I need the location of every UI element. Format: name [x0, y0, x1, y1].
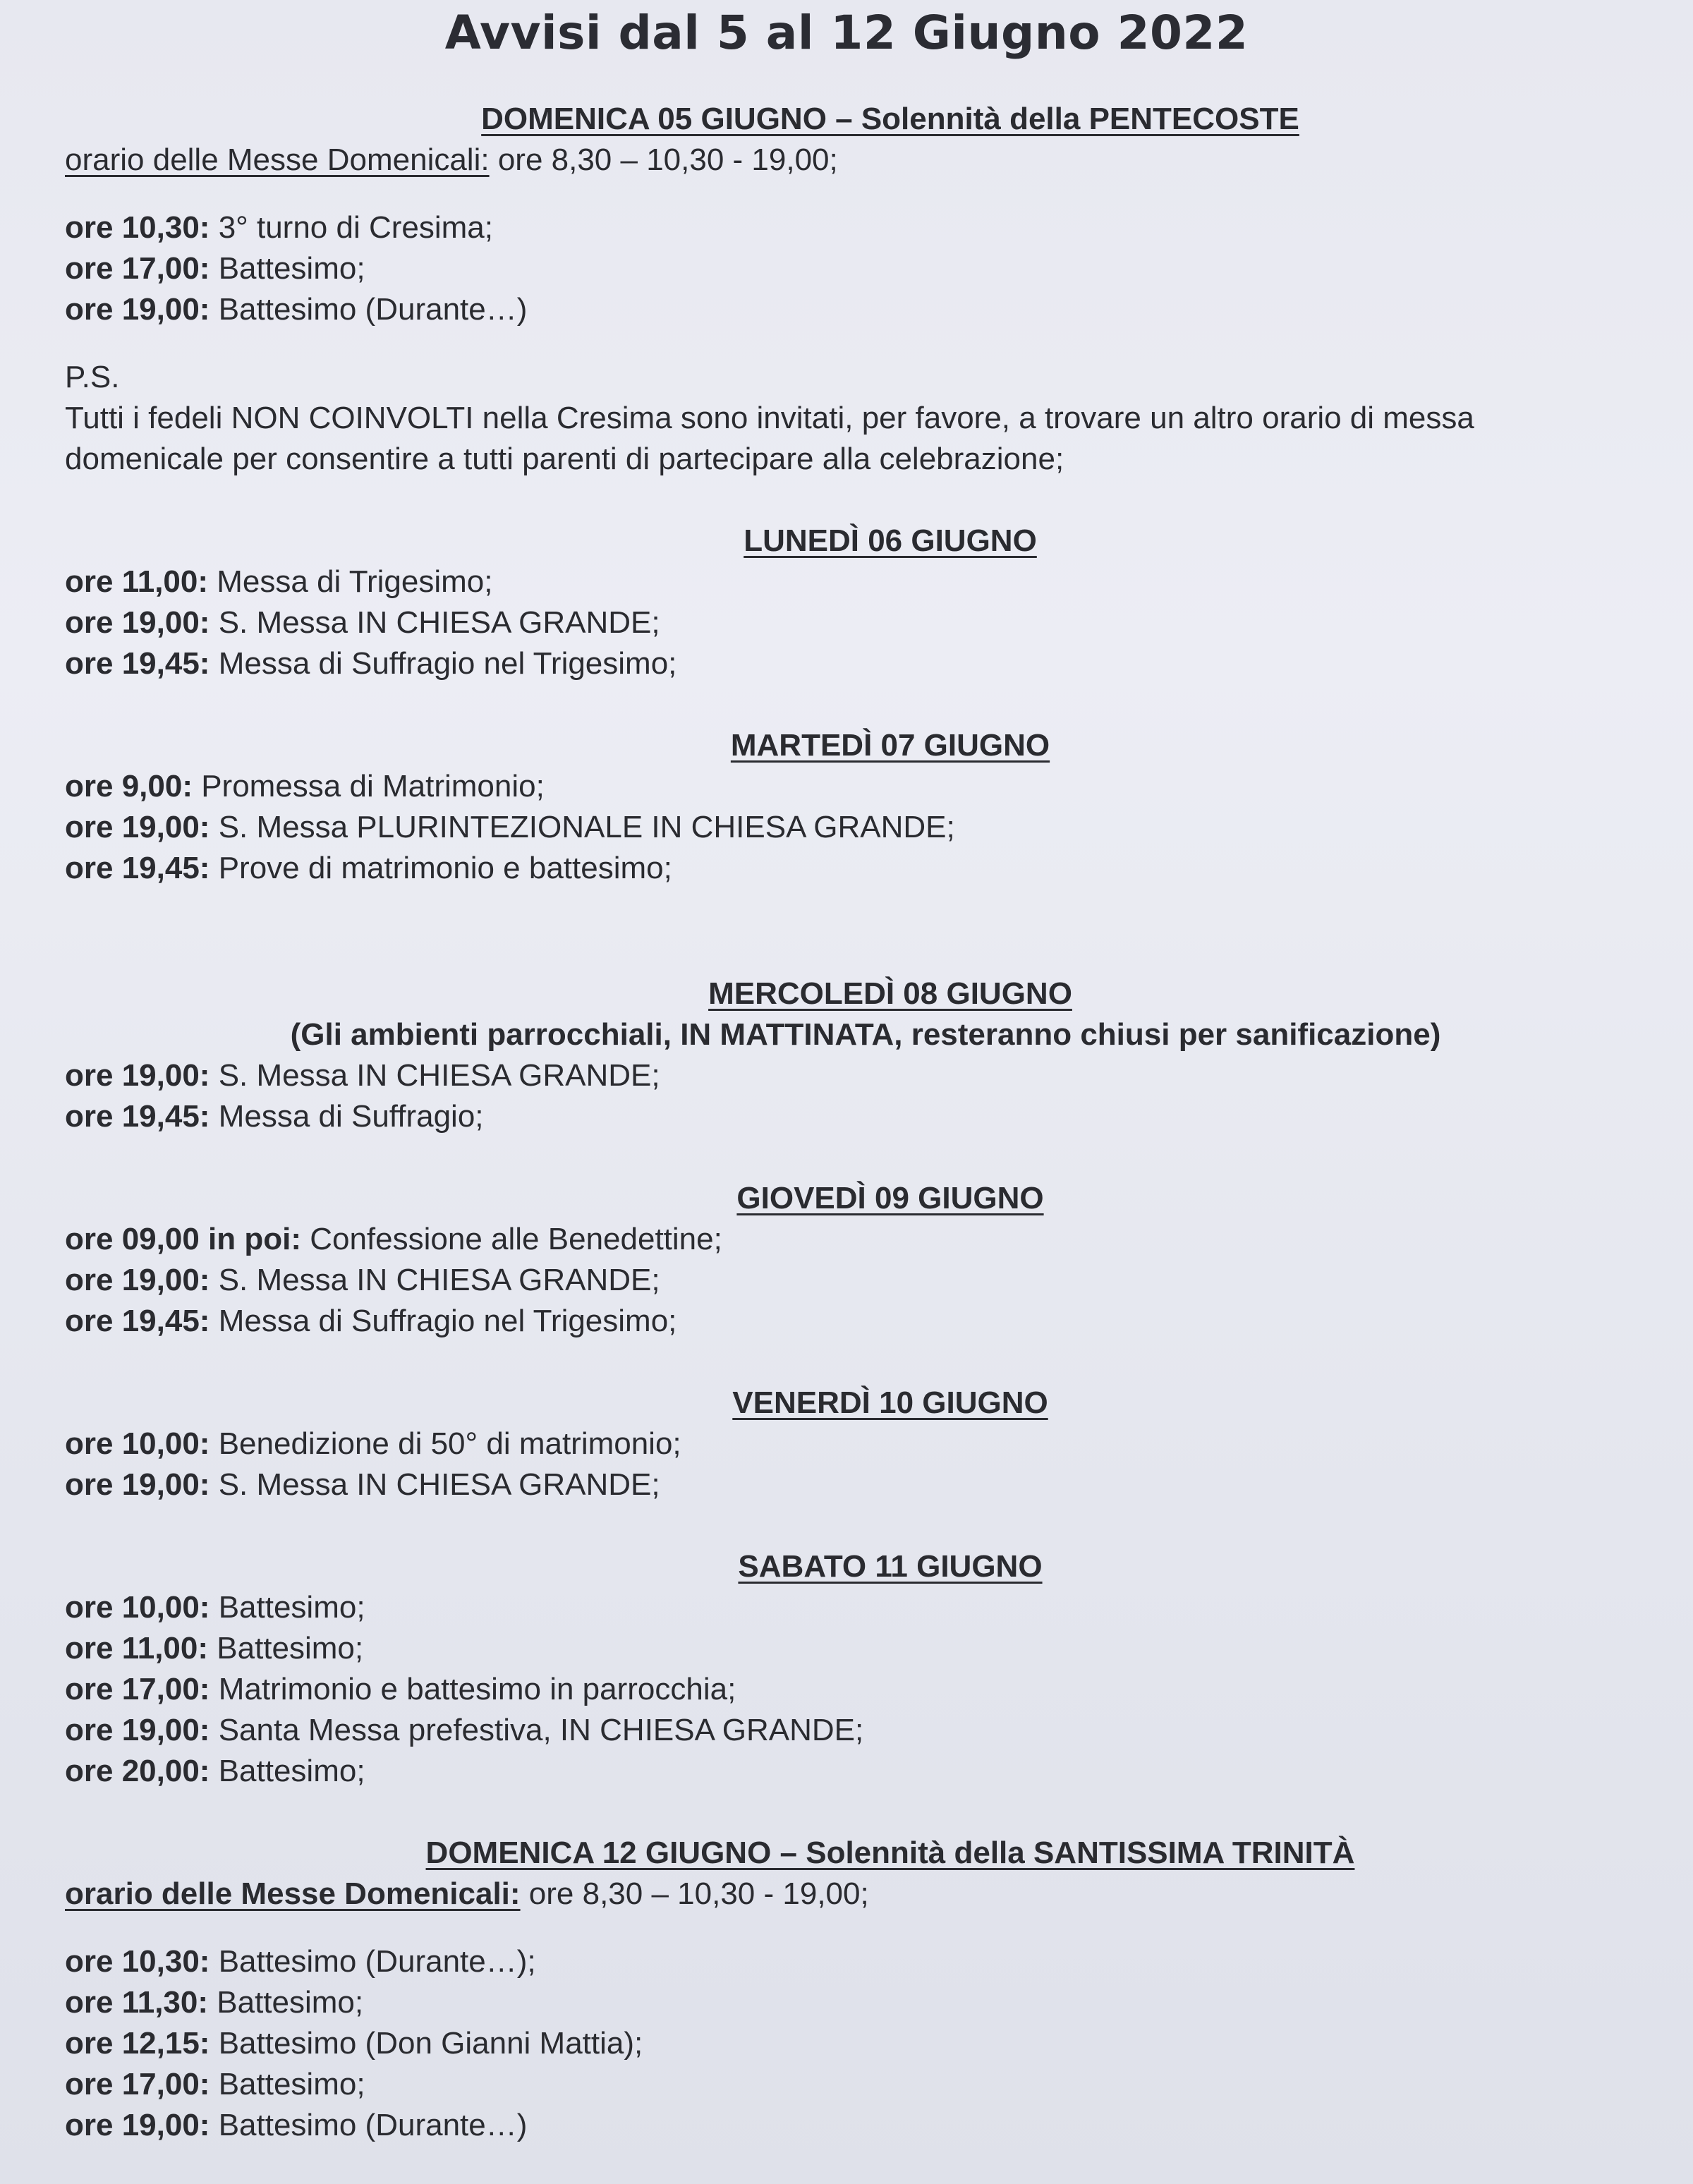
page-title: Avvisi dal 5 al 12 Giugno 2022: [444, 6, 1249, 60]
mass-label: orario delle Messe Domenicali:: [65, 1876, 521, 1911]
list-item: [65, 1219, 1617, 1260]
item-time: ore 20,00:: [65, 1754, 210, 1788]
item-text: 3° turno di Cresima;: [210, 210, 493, 245]
section-heading: VENERDÌ 10 GIUGNO: [732, 1385, 1048, 1420]
item-text: Battesimo (Durante…);: [210, 1944, 536, 1979]
list-item: [65, 248, 1617, 289]
list-item: [65, 2105, 1617, 2146]
item-text: S. Messa IN CHIESA GRANDE;: [210, 605, 660, 640]
list-item: [65, 766, 1617, 807]
ps-label: P.S.: [65, 360, 120, 394]
list-item: [65, 289, 1617, 330]
item-text: Messa di Suffragio nel Trigesimo;: [210, 646, 677, 681]
mass-times: ore 8,30 – 10,30 - 19,00;: [520, 1876, 869, 1911]
list-item: [65, 1587, 1617, 1628]
section-giovedi-09: [65, 1178, 1617, 1342]
item-text: S. Messa IN CHIESA GRANDE;: [210, 1467, 660, 1502]
item-time: ore 19,00:: [65, 1058, 210, 1093]
section-heading: DOMENICA 12 GIUGNO – Solennità della SANTISSIMA TRINITÀ: [425, 1836, 1355, 1870]
list-item: [65, 1669, 1617, 1710]
item-time: ore 19,00:: [65, 2108, 210, 2142]
item-text: Battesimo;: [208, 1631, 364, 1666]
item-text: Prove di matrimonio e battesimo;: [210, 851, 672, 885]
item-text: Battesimo;: [208, 1985, 364, 2020]
section-heading: MERCOLEDÌ 08 GIUGNO: [708, 976, 1072, 1011]
item-text: Santa Messa prefestiva, IN CHIESA GRANDE;: [210, 1713, 864, 1747]
item-time: ore 19,00:: [65, 292, 210, 327]
item-time: ore 19,00:: [65, 605, 210, 640]
item-time: ore 11,30:: [65, 1985, 209, 2020]
section-heading: SABATO 11 GIUGNO: [738, 1549, 1043, 1584]
list-item: [65, 1464, 1617, 1505]
section-mercoledi-08: [65, 973, 1617, 1137]
list-item: [65, 562, 1617, 602]
item-time: ore 10,00:: [65, 1590, 210, 1625]
list-item: [65, 643, 1617, 684]
item-text: Battesimo (Don Gianni Mattia);: [210, 2026, 643, 2061]
section-heading: LUNEDÌ 06 GIUGNO: [744, 523, 1037, 558]
item-time: ore 19,00:: [65, 1467, 210, 1502]
mass-times: ore 8,30 – 10,30 - 19,00;: [489, 142, 838, 177]
list-item: [65, 207, 1617, 248]
item-time: ore 10,30:: [65, 210, 210, 245]
list-item: [65, 1941, 1617, 1982]
item-text: S. Messa PLURINTEZIONALE IN CHIESA GRANDE;: [210, 810, 955, 844]
item-text: Battesimo (Durante…): [210, 292, 528, 327]
list-item: [65, 2064, 1617, 2105]
list-item: [65, 1096, 1617, 1137]
mass-schedule: [65, 1874, 1617, 1915]
item-time: ore 10,00:: [65, 1426, 210, 1461]
item-text: Battesimo;: [210, 1590, 365, 1625]
list-item: [65, 1628, 1617, 1669]
item-time: ore 17,00:: [65, 251, 210, 286]
mass-schedule: [65, 140, 1617, 181]
item-time: ore 19,00:: [65, 810, 210, 844]
section-venerdi-10: [65, 1383, 1617, 1505]
item-time: ore 19,00:: [65, 1713, 210, 1747]
item-text: Benedizione di 50° di matrimonio;: [210, 1426, 681, 1461]
item-text: Battesimo;: [210, 251, 365, 286]
list-item: [65, 1710, 1617, 1751]
item-time: ore 11,00:: [65, 564, 209, 599]
ps-text: Tutti i fedeli NON COINVOLTI nella Cresima sono invitati, per favore, a trovare un altro orario di messa domenicale per consentire a tutti parenti di partecipare alla celebrazione;: [65, 401, 1474, 476]
list-item: [65, 1424, 1617, 1464]
item-time: ore 17,00:: [65, 2067, 210, 2101]
item-text: S. Messa IN CHIESA GRANDE;: [210, 1058, 660, 1093]
item-time: ore 9,00:: [65, 769, 193, 803]
section-sabato-11: [65, 1546, 1617, 1792]
item-text: Messa di Suffragio;: [210, 1099, 484, 1134]
item-text: Battesimo (Durante…): [210, 2108, 528, 2142]
item-time: ore 09,00 in poi:: [65, 1222, 301, 1256]
item-text: S. Messa IN CHIESA GRANDE;: [210, 1263, 660, 1297]
item-time: ore 19,45:: [65, 1304, 210, 1338]
item-text: Battesimo;: [210, 1754, 365, 1788]
notice-body: [65, 99, 1617, 2146]
item-time: ore 19,00:: [65, 1263, 210, 1297]
list-item: [65, 1751, 1617, 1792]
section-martedi-07: [65, 725, 1617, 889]
item-time: ore 17,00:: [65, 1672, 210, 1706]
item-time: ore 10,30:: [65, 1944, 210, 1979]
section-subheading: (Gli ambienti parrocchiali, IN MATTINATA, resteranno chiusi per sanificazione): [290, 1017, 1441, 1052]
list-item: [65, 1982, 1617, 2023]
item-text: Promessa di Matrimonio;: [192, 769, 545, 803]
item-text: Messa di Suffragio nel Trigesimo;: [210, 1304, 677, 1338]
item-text: Confessione alle Benedettine;: [301, 1222, 722, 1256]
section-heading: MARTEDÌ 07 GIUGNO: [730, 728, 1050, 763]
list-item: [65, 602, 1617, 643]
list-item: [65, 807, 1617, 848]
item-text: Matrimonio e battesimo in parrocchia;: [210, 1672, 736, 1706]
list-item: [65, 1260, 1617, 1301]
section-heading: DOMENICA 05 GIUGNO – Solennità della PENTECOSTE: [481, 102, 1299, 136]
item-text: Messa di Trigesimo;: [208, 564, 493, 599]
item-text: Battesimo;: [210, 2067, 365, 2101]
section-heading: GIOVEDÌ 09 GIUGNO: [736, 1181, 1044, 1215]
section-domenica-05: [65, 99, 1617, 480]
item-time: ore 11,00:: [65, 1631, 209, 1666]
item-time: ore 19,45:: [65, 646, 210, 681]
list-item: [65, 2023, 1617, 2064]
section-domenica-12: [65, 1833, 1617, 2146]
item-time: ore 19,45:: [65, 1099, 210, 1134]
list-item: [65, 848, 1617, 889]
list-item: [65, 1055, 1617, 1096]
item-time: ore 12,15:: [65, 2026, 210, 2061]
mass-label: orario delle Messe Domenicali:: [65, 142, 490, 177]
list-item: [65, 1301, 1617, 1342]
section-lunedi-06: [65, 521, 1617, 684]
item-time: ore 19,45:: [65, 851, 210, 885]
